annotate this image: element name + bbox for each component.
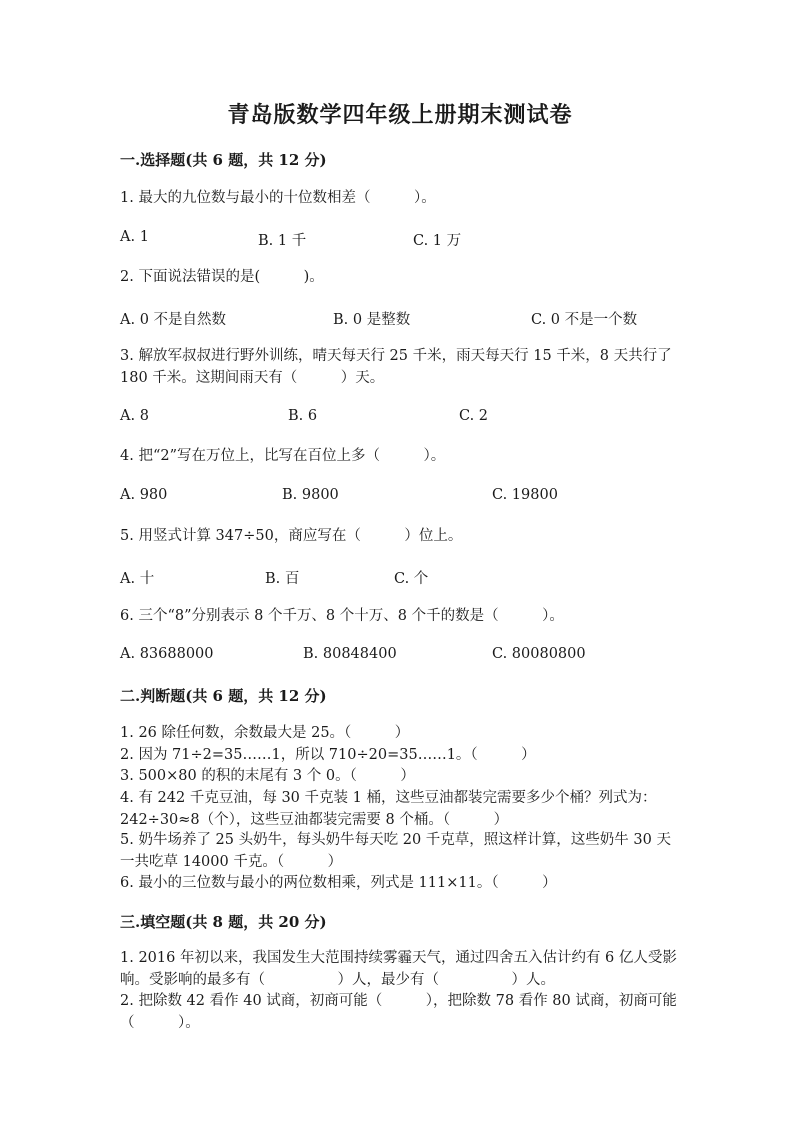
option-c: C. 个 <box>394 571 429 587</box>
option-a: A. 980 <box>120 487 168 503</box>
question-stem: 4. 把“2”写在万位上，比写在百位上多（ ）。 <box>120 448 446 464</box>
question-stem: 3. 解放军叔叔进行野外训练，晴天每天行 25 千米，雨天每天行 15 千米，8 天共行了 180 千米。这期间雨天有（ ）天。 <box>120 348 672 386</box>
section-heading-choice: 一.选择题(共 6 题，共 12 分) <box>120 151 327 169</box>
option-b: B. 9800 <box>282 487 339 503</box>
option-b: B. 百 <box>265 571 300 587</box>
option-c: C. 1 万 <box>413 233 462 249</box>
option-a: A. 十 <box>120 571 155 587</box>
judgement-item: 4. 有 242 千克豆油，每 30 千克装 1 桶，这些豆油都装完需要多少个桶？列式为：242÷30≈8（个），这些豆油都装完需要 8 个桶。（ ） <box>120 790 657 828</box>
judgement-item: 1. 26 除任何数，余数最大是 25。（ ） <box>120 725 410 741</box>
option-b: B. 1 千 <box>258 233 307 249</box>
option-c: C. 0 不是一个数 <box>531 312 638 328</box>
option-c: C. 19800 <box>492 487 558 503</box>
option-b: B. 0 是整数 <box>333 312 411 328</box>
section-heading-fill-in: 三.填空题(共 8 题，共 20 分) <box>120 913 327 931</box>
option-a: A. 8 <box>120 408 149 424</box>
judgement-item: 5. 奶牛场养了 25 头奶牛，每头奶牛每天吃 20 千克草，照这样计算，这些奶牛 30 天一共吃草 14000 千克。（ ） <box>120 832 671 870</box>
question-stem: 1. 最大的九位数与最小的十位数相差（ ）。 <box>120 190 436 206</box>
option-b: B. 80848400 <box>303 646 397 662</box>
fill-in-item: 2. 把除数 42 看作 40 试商，初商可能（ ），把除数 78 看作 80 试商，初商可能（ ）。 <box>120 993 677 1031</box>
section-heading-judgement: 二.判断题(共 6 题，共 12 分) <box>120 687 327 705</box>
judgement-item: 6. 最小的三位数与最小的两位数相乘，列式是 111×11。（ ） <box>120 875 557 891</box>
option-a: A. 1 <box>120 229 149 245</box>
judgement-item: 2. 因为 71÷2=35……1，所以 710÷20=35……1。（ ） <box>120 747 536 763</box>
question-stem: 2. 下面说法错误的是( )。 <box>120 269 324 285</box>
option-a: A. 0 不是自然数 <box>120 312 227 328</box>
option-b: B. 6 <box>288 408 318 424</box>
question-stem: 6. 三个“8”分别表示 8 个千万、8 个十万、8 个千的数是（ ）。 <box>120 608 564 624</box>
option-c: C. 80080800 <box>492 646 586 662</box>
question-stem: 5. 用竖式计算 347÷50，商应写在（ ）位上。 <box>120 528 463 544</box>
page-title: 青岛版数学四年级上册期末测试卷 <box>227 102 573 128</box>
fill-in-item: 1. 2016 年初以来，我国发生大范围持续雾霾天气，通过四舍五入估计约有 6 亿人受影响。受影响的最多有（ ）人，最少有（ ）人。 <box>120 950 677 988</box>
option-a: A. 83688000 <box>120 646 214 662</box>
judgement-item: 3. 500×80 的积的末尾有 3 个 0。（ ） <box>120 768 415 784</box>
option-c: C. 2 <box>459 408 489 424</box>
